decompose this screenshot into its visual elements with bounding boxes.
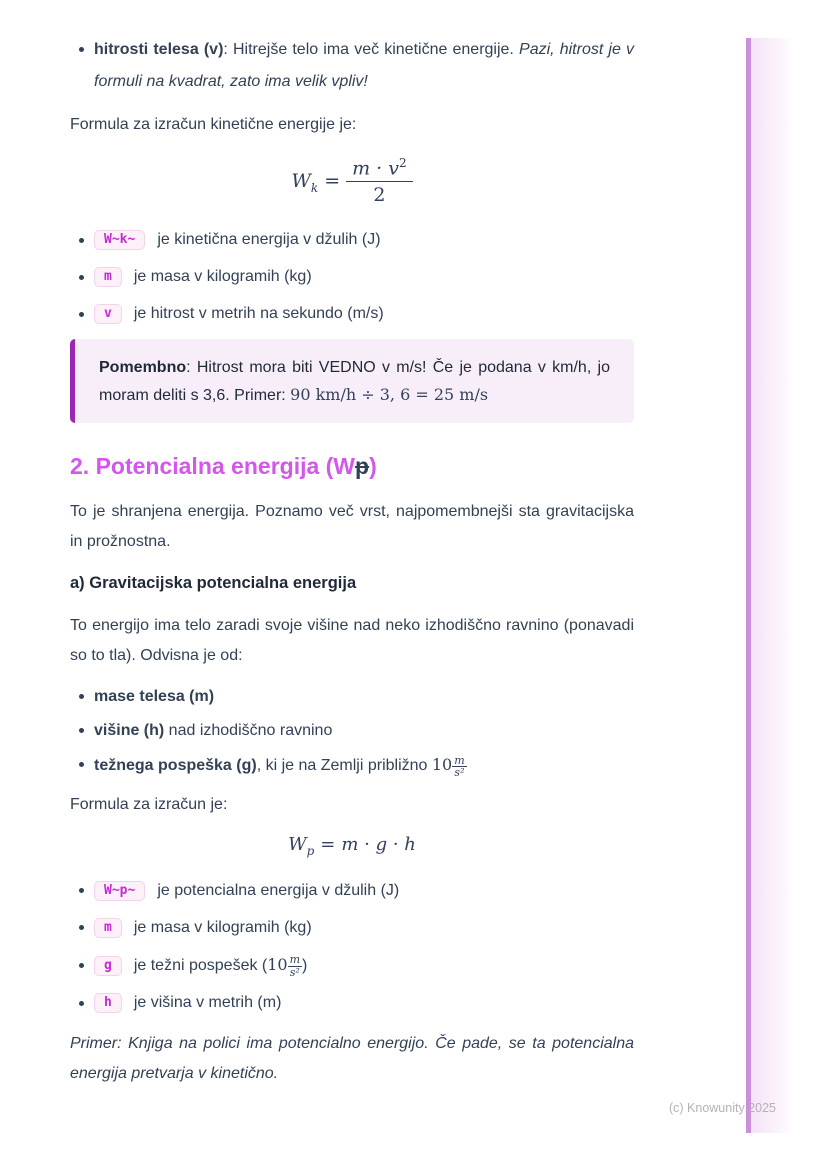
- list-item: [70, 302, 634, 326]
- factor-text: [94, 685, 214, 708]
- subsection-title: a) Gravitacijska potencialna energija: [70, 574, 357, 593]
- factor-rest: nad izhodiščno ravnino: [164, 722, 333, 740]
- term-text: je potencialna energija v džulih (J): [157, 881, 400, 899]
- section-title: [70, 451, 634, 481]
- callout-text: [99, 354, 610, 409]
- callout-bold: Pomembno: [99, 359, 187, 377]
- term-text: je masa v kilogramih (kg): [133, 268, 312, 286]
- callout-body: : Hitrost mora biti VEDNO v m/s! Če je podana v km/h, jo moram deliti s 3,6. Primer:: [99, 359, 610, 405]
- bullet-icon: [79, 47, 84, 52]
- list-item: [70, 228, 634, 252]
- list-item: [70, 991, 634, 1015]
- exponent: 2: [398, 156, 407, 170]
- potential-formula-intro: Formula za izračun je:: [70, 795, 228, 813]
- list-item: [70, 719, 634, 742]
- factor-rest: , ki je na Zemlji približno: [256, 757, 432, 775]
- list-item: [70, 879, 634, 903]
- bullet-icon: [79, 1001, 84, 1006]
- important-callout: [70, 339, 634, 423]
- code-badge: g: [94, 956, 122, 976]
- term-text: je višina v metrih (m): [133, 994, 282, 1012]
- list-item: [70, 265, 634, 289]
- list-item: [70, 753, 634, 779]
- bullet-icon: [79, 312, 84, 317]
- term-text: je hitrost v metrih na sekundo (m/s): [133, 305, 384, 323]
- term-text: [134, 953, 308, 979]
- factor-bold: težnega pospeška (g): [94, 757, 257, 775]
- small-fraction-numerator: m: [289, 953, 301, 967]
- formula-subscript: p: [306, 843, 315, 858]
- callout-math: 90 km/h ÷ 3, 6 = 25 m/s: [290, 385, 489, 405]
- bullet-icon: [79, 925, 84, 930]
- gravity-value: [267, 953, 302, 979]
- code-badge: v: [94, 304, 122, 324]
- code-badge: W~p~: [94, 881, 145, 901]
- term-text-suffix: ): [302, 956, 308, 974]
- bullet-icon: [79, 238, 84, 243]
- formula-rhs: m · g · h: [341, 833, 416, 855]
- gravity-intro: To energijo ima telo zaradi svoje višine nad neko izhodiščno ravnino (ponavadi so to tla). Odvisna je od:: [70, 617, 634, 665]
- small-fraction-numerator: m: [454, 753, 465, 767]
- code-badge: m: [94, 267, 122, 287]
- factor-text: [94, 719, 332, 742]
- potential-term-list: [70, 879, 634, 1016]
- bullet-icon: [79, 275, 84, 280]
- example-paragraph: Primer: Knjiga na polici ima potencialno energijo. Če pade, se ta potencialna energija pretvarja v kinetično.: [70, 1035, 634, 1083]
- gravity-factor-list: [70, 685, 634, 779]
- formula-variable: W: [288, 833, 307, 855]
- list-item: [70, 34, 634, 98]
- intro-bullet-italic: Pazi, hitrost je v formuli na kvadrat, zato ima velik vpliv!: [94, 41, 635, 90]
- bullet-icon: [79, 694, 84, 699]
- intro-bullet-normal: : Hitrejše telo ima več kinetične energije.: [223, 41, 520, 58]
- formula-variable: W: [291, 170, 311, 193]
- section-title-suffix: ): [369, 453, 377, 480]
- intro-bullet-text: [94, 34, 634, 98]
- small-fraction-denominator: s²: [454, 766, 465, 780]
- fraction-denominator: 2: [373, 184, 386, 207]
- section2-intro: To je shranjena energija. Poznamo več vrst, najpomembnejši sta gravitacijska in prožnostna.: [70, 503, 634, 551]
- potential-formula: [70, 833, 634, 858]
- formula-subscript: k: [310, 181, 319, 196]
- math-coefficient: 10: [431, 755, 453, 775]
- bullet-icon: [79, 728, 84, 733]
- term-text-prefix: je težni pospešek (: [133, 956, 268, 974]
- section-title-prefix: 2. Potencialna energija (W: [70, 453, 356, 480]
- small-fraction: [452, 755, 466, 779]
- fraction-numerator: m · v: [352, 157, 399, 180]
- kinetic-formula: [70, 156, 634, 206]
- small-fraction: [288, 954, 302, 978]
- factor-bold: mase telesa (m): [94, 688, 215, 706]
- list-item: [70, 685, 634, 708]
- section-title-struck-p: p: [355, 453, 370, 480]
- code-badge: h: [94, 993, 122, 1013]
- math-coefficient: 10: [267, 954, 288, 974]
- small-fraction-denominator: s²: [289, 965, 300, 979]
- watermark: (c) Knowunity 2025: [668, 1101, 776, 1115]
- fraction: [346, 156, 413, 206]
- intro-bullet-bold: hitrosti telesa (v): [94, 41, 224, 58]
- factor-text: [94, 753, 467, 779]
- code-badge: m: [94, 918, 122, 938]
- bullet-icon: [79, 762, 84, 767]
- bullet-icon: [79, 888, 84, 893]
- code-badge: W~k~: [94, 230, 145, 250]
- term-text: je kinetična energija v džulih (J): [157, 231, 381, 249]
- gravity-value: [431, 753, 467, 780]
- factor-bold: višine (h): [94, 722, 165, 740]
- bullet-icon: [79, 963, 84, 968]
- kinetic-term-list: [70, 228, 634, 326]
- equals-sign: =: [320, 833, 336, 855]
- kinetic-formula-intro: Formula za izračun kinetične energije je:: [70, 116, 357, 133]
- list-item: [70, 953, 634, 979]
- list-item: [70, 916, 634, 940]
- term-text: je masa v kilogramih (kg): [133, 918, 312, 936]
- equals-sign: =: [324, 170, 341, 193]
